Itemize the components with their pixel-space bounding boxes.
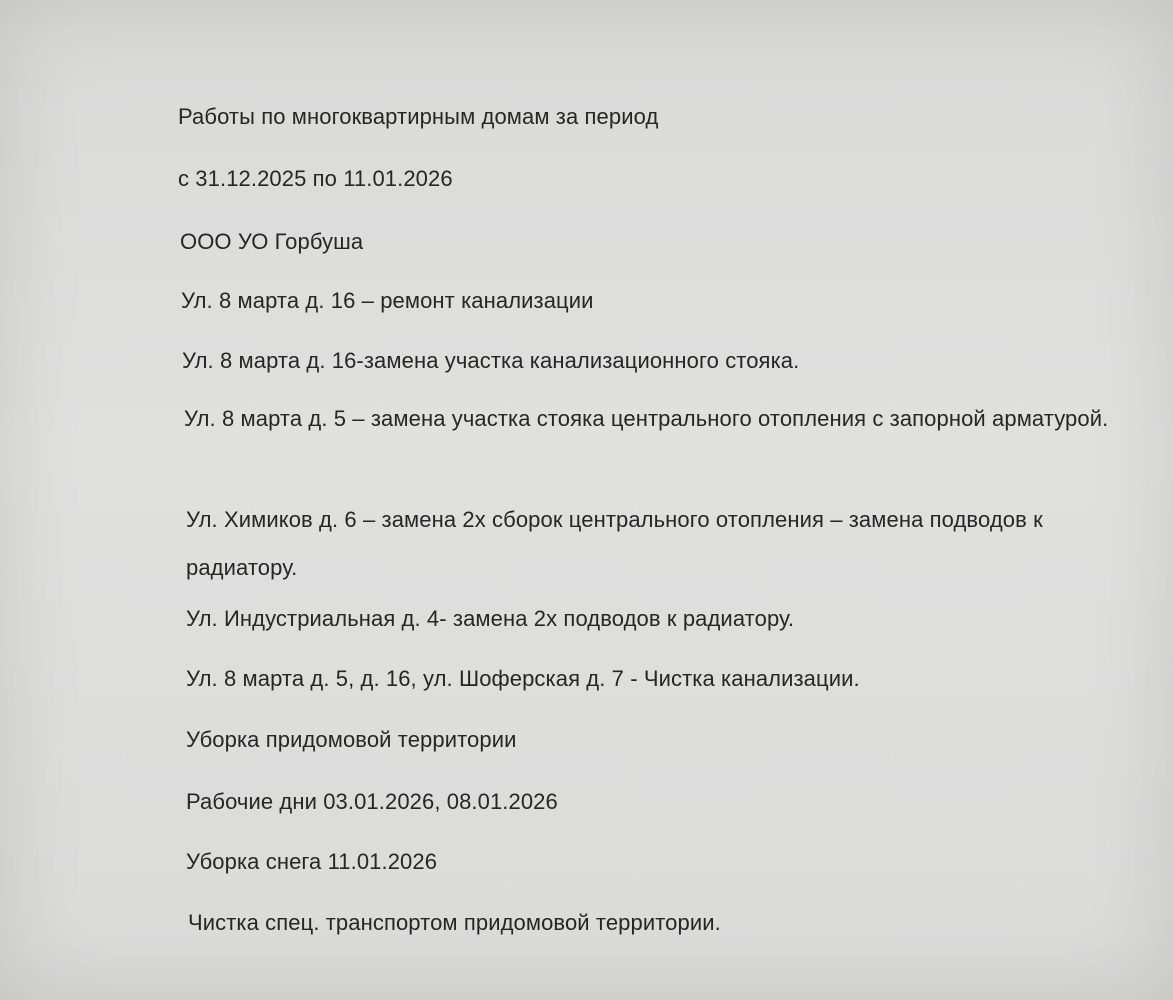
work-item-5: Ул. Индустриальная д. 4- замена 2х подводов к радиатору.	[186, 606, 795, 631]
work-item-1: Ул. 8 марта д. 16 – ремонт канализации	[181, 288, 594, 313]
document-title-line-1: Работы по многоквартирным домам за период	[178, 104, 659, 129]
working-days-text: Рабочие дни 03.01.2026, 08.01.2026	[186, 789, 558, 814]
special-transport-cleaning-text: Чистка спец. транспортом придомовой территории.	[188, 910, 721, 935]
document-title-line-2: с 31.12.2025 по 11.01.2026	[178, 166, 453, 191]
work-item-3: Ул. 8 марта д. 5 – замена участка стояка центрального отопления с запорной арматурой.	[184, 406, 1109, 431]
work-item-4: Ул. Химиков д. 6 – замена 2х сборок центрального отопления – замена подводов к радиатору.	[186, 507, 1043, 580]
work-item-6: Ул. 8 марта д. 5, д. 16, ул. Шоферская д. 7 - Чистка канализации.	[186, 666, 860, 691]
organization-name: ООО УО Горбуша	[180, 229, 364, 254]
territory-cleaning-heading: Уборка придомовой территории	[186, 727, 517, 752]
work-item-2: Ул. 8 марта д. 16-замена участка канализационного стояка.	[182, 348, 800, 373]
snow-cleaning-text: Уборка снега 11.01.2026	[186, 849, 438, 874]
